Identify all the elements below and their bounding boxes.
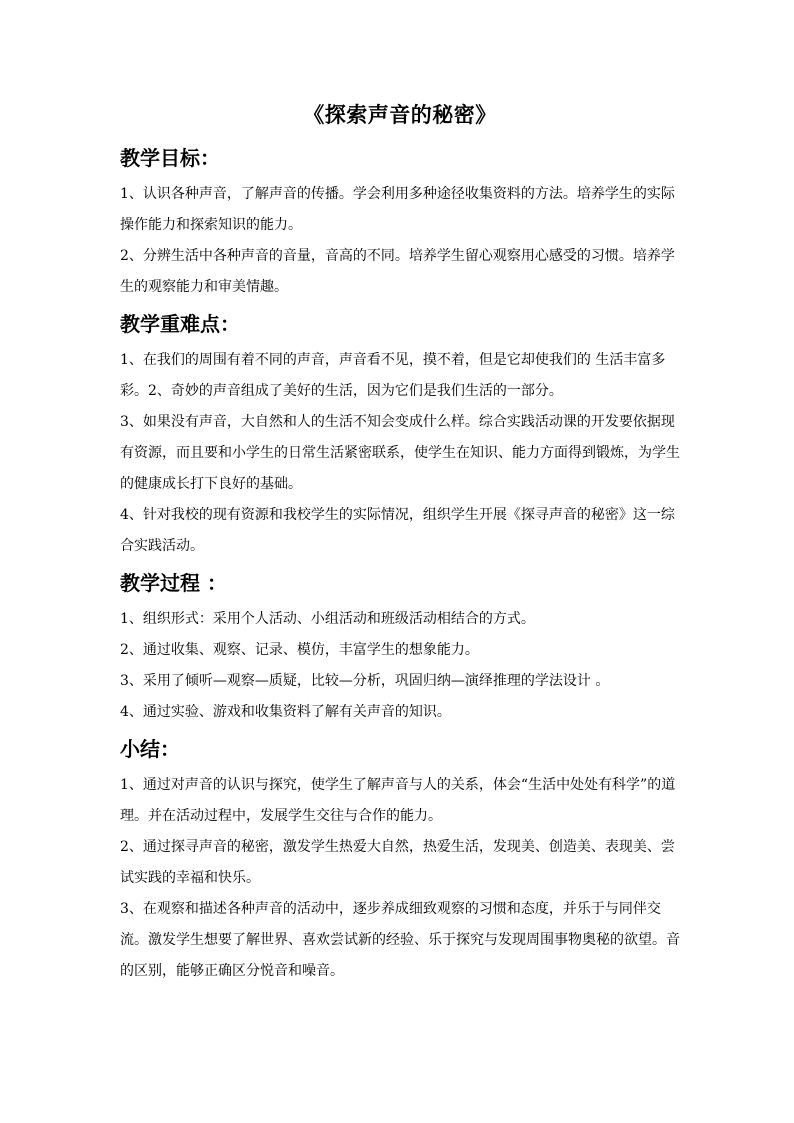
paragraph: 4、针对我校的现有资源和我校学生的实际情况，组织学生开展《探寻声音的秘密》这一综合实践活动。 <box>120 507 675 554</box>
section-summary <box>120 734 680 987</box>
paragraph: 1、通过对声音的认识与探究，使学生了解声音与人的关系，体会“生活中处处有科学”的道理。并在活动过程中，发展学生交往与合作的能力。 <box>120 777 676 824</box>
paragraph: 3、在观察和描述各种声音的活动中，逐步养成细致观察的习惯和态度，并乐于与同伴交流。激发学生想要了解世界、喜欢尝试新的经验、乐于探究与发现周围事物奥秘的欲望。音的区别，能够正确区分悦音和噪音。 <box>120 901 680 979</box>
section-teaching-process <box>120 568 680 728</box>
paragraph: 4、通过实验、游戏和收集资料了解有关声音的知识。 <box>120 704 451 720</box>
paragraph: 2、通过探寻声音的秘密，激发学生热爱大自然，热爱生活，发现美、创造美、表现美、尝试实践的幸福和快乐。 <box>120 839 675 886</box>
section-teaching-goals <box>120 143 680 303</box>
section-heading: 小结： <box>120 737 180 761</box>
section-heading: 教学目标： <box>120 146 220 170</box>
paragraph: 2、分辨生活中各种声音的音量，音高的不同。培养学生留心观察用心感受的习惯。培养学生的观察能力和审美情趣。 <box>120 248 675 295</box>
section-heading: 教学重难点： <box>120 312 240 336</box>
paragraph: 3、采用了倾听—观察—质疑，比较—分析，巩固归纳—演绎推理的学法设计 。 <box>120 673 610 689</box>
section-key-difficulties <box>120 309 680 562</box>
paragraph: 1、组织形式：采用个人活动、小组活动和班级活动相结合的方式。 <box>120 611 535 627</box>
paragraph: 1、认识各种声音，了解声音的传播。学会利用多种途径收集资料的方法。培养学生的实际操作能力和探索知识的能力。 <box>120 186 675 233</box>
document-title: 《探索声音的秘密》 <box>303 102 497 127</box>
paragraph: 3、如果没有声音，大自然和人的生活不知会变成什么样。综合实践活动课的开发要依据现有资源，而且要和小学生的日常生活紧密联系，使学生在知识、能力方面得到锻炼，为学生的健康成长打下良好的基础。 <box>120 414 680 492</box>
paragraph: 1、在我们的周围有着不同的声音，声音看不见，摸不着，但是它却使我们的 生活丰富多彩。2、奇妙的声音组成了美好的生活，因为它们是我们生活的一部分。 <box>120 352 666 399</box>
paragraph: 2、通过收集、观察、记录、模仿，丰富学生的想象能力。 <box>120 642 479 658</box>
section-heading: 教学过程 ： <box>120 571 227 595</box>
document-page <box>120 101 680 993</box>
